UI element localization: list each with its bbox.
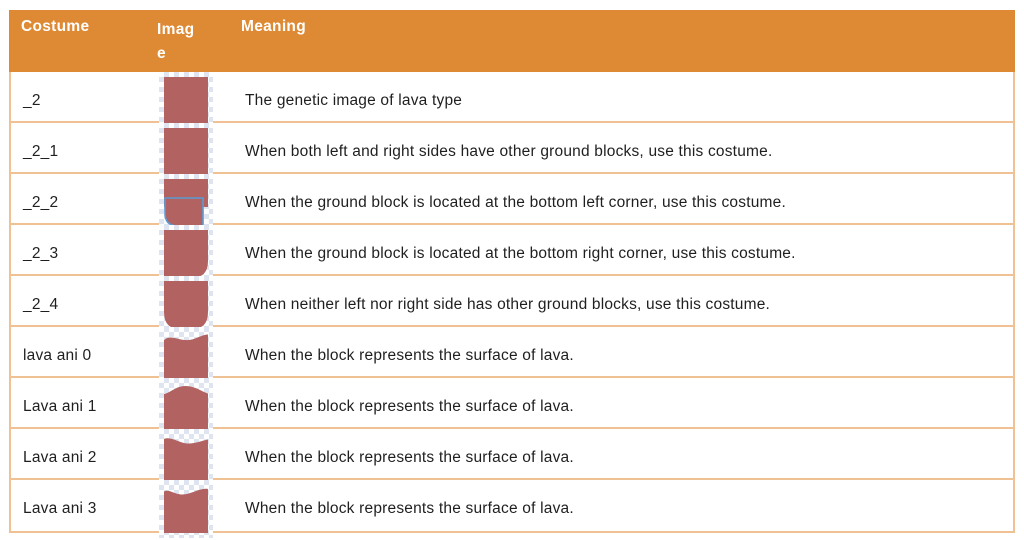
costume-name: _2 — [23, 92, 41, 109]
costume-name: _2_3 — [23, 245, 59, 262]
costume-table — [9, 10, 1015, 533]
image-cell — [159, 72, 243, 130]
table-body — [11, 72, 1013, 531]
lava-surface-wave-0[interactable] — [159, 327, 213, 385]
column-header-meaning: Meaning — [241, 18, 306, 35]
meaning-text: When the ground block is located at the bottom left corner, use this costume. — [245, 194, 786, 211]
meaning-text: When the block represents the surface of lava. — [245, 500, 574, 517]
table-row — [11, 174, 1013, 225]
image-cell — [159, 327, 243, 385]
column-header-image: Image — [157, 21, 195, 63]
costume-name: _2_2 — [23, 194, 59, 211]
table-row — [11, 225, 1013, 276]
table-row — [11, 480, 1013, 531]
lava-surface-wave-2[interactable] — [159, 429, 213, 487]
lava-surface-wave-1[interactable] — [159, 378, 213, 436]
lava-block-full-square[interactable] — [159, 72, 213, 130]
meaning-text: When the block represents the surface of lava. — [245, 347, 574, 364]
lava-block-rounded-bottom-right[interactable] — [159, 225, 213, 283]
table-row — [11, 429, 1013, 480]
table-row — [11, 327, 1013, 378]
meaning-text: When neither left nor right side has other ground blocks, use this costume. — [245, 296, 771, 313]
costume-name: lava ani 0 — [23, 347, 92, 364]
meaning-text: When the block represents the surface of lava. — [245, 398, 574, 415]
meaning-text: The genetic image of lava type — [245, 92, 463, 109]
costume-name: Lava ani 3 — [23, 500, 97, 517]
meaning-text: When the block represents the surface of lava. — [245, 449, 574, 466]
image-cell — [159, 225, 243, 283]
image-cell — [159, 174, 243, 232]
table-row — [11, 378, 1013, 429]
table-header — [9, 10, 1015, 72]
lava-surface-wave-3[interactable] — [159, 480, 213, 538]
lava-block-rounded-bottom-left-selected[interactable] — [159, 174, 213, 232]
costume-name: _2_1 — [23, 143, 59, 160]
image-cell — [159, 123, 243, 181]
meaning-text: When both left and right sides have other ground blocks, use this costume. — [245, 143, 773, 160]
lava-block-rounded-bottom-both[interactable] — [159, 276, 213, 334]
table-row — [11, 276, 1013, 327]
column-header-costume: Costume — [21, 18, 90, 35]
table-row — [11, 72, 1013, 123]
image-cell — [159, 378, 243, 436]
meaning-text: When the ground block is located at the bottom right corner, use this costume. — [245, 245, 796, 262]
costume-name: Lava ani 1 — [23, 398, 97, 415]
image-cell — [159, 429, 243, 487]
image-cell — [159, 276, 243, 334]
table-row — [11, 123, 1013, 174]
costume-name: Lava ani 2 — [23, 449, 97, 466]
lava-block-full-square[interactable] — [159, 123, 213, 181]
costume-name: _2_4 — [23, 296, 59, 313]
image-cell — [159, 480, 243, 538]
